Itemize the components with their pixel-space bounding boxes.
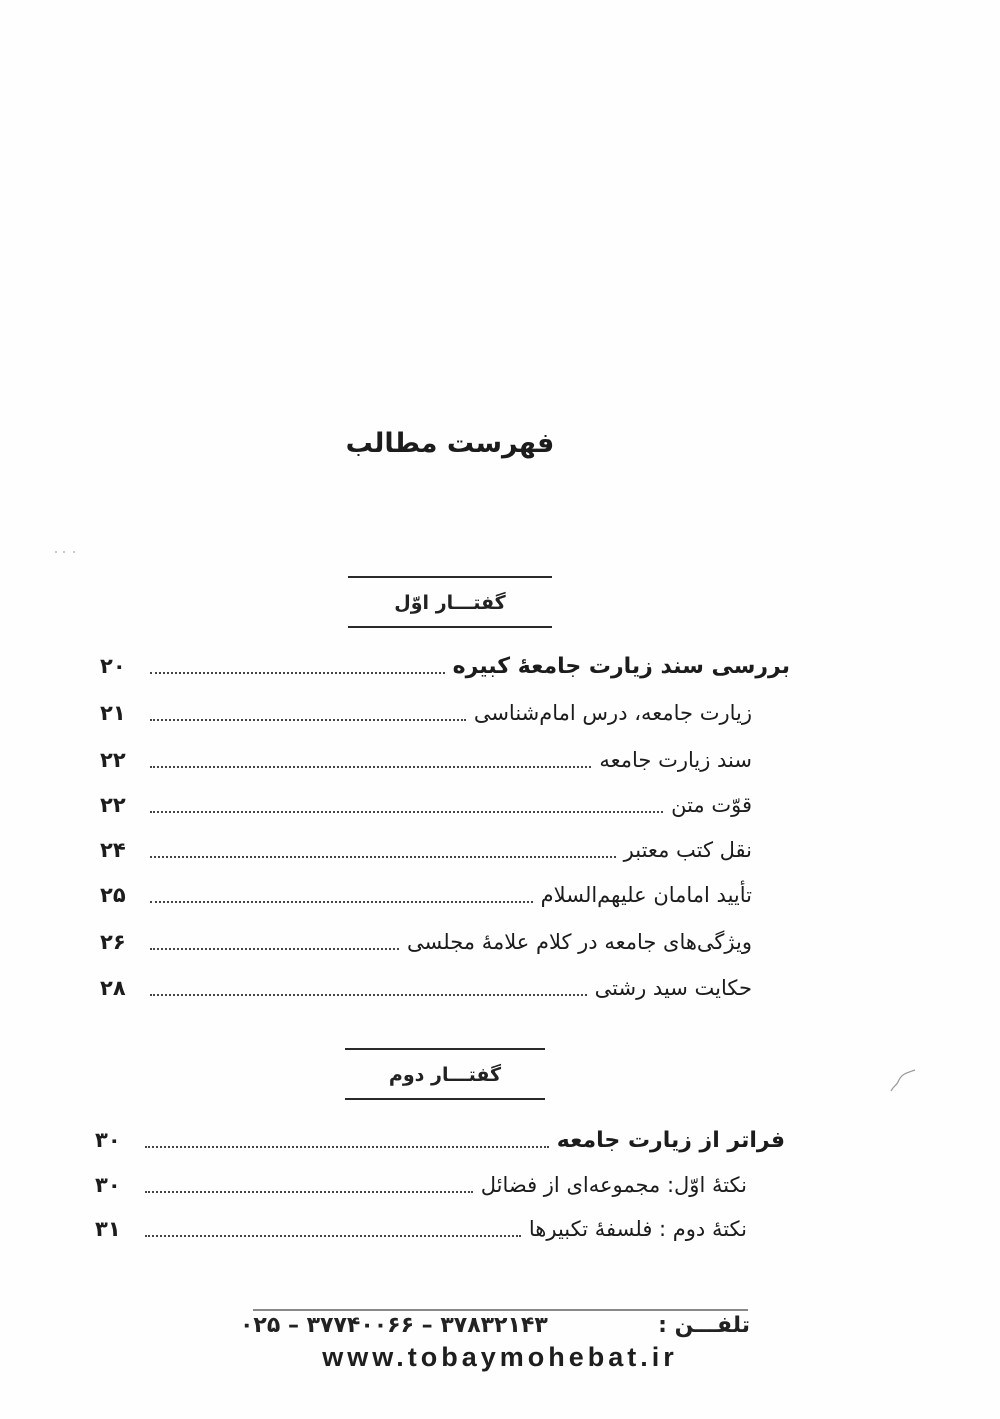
- toc-entry[interactable]: [95, 1120, 785, 1160]
- section-label: گفتـــار دوم: [388, 1064, 502, 1086]
- section-heading-1: [348, 576, 552, 628]
- dot-leader: [150, 948, 399, 950]
- toc-page-number: ۳۰: [95, 1173, 121, 1197]
- toc-page-number: ۲۲: [100, 748, 126, 772]
- toc-entry[interactable]: [100, 740, 790, 780]
- toc-page-number: ۲۱: [100, 701, 126, 725]
- dot-leader: [145, 1191, 473, 1193]
- dot-leader: [150, 766, 591, 768]
- toc-entry[interactable]: [100, 646, 790, 686]
- toc-entry[interactable]: [95, 1209, 785, 1249]
- toc-entry[interactable]: [100, 693, 790, 733]
- toc-page-number: ۲۲: [100, 793, 126, 817]
- dot-leader: [145, 1146, 549, 1148]
- toc-entry-title: ویژگی‌های جامعه در کلام علامۀ مجلسی: [407, 930, 752, 954]
- dot-leader: [150, 994, 587, 996]
- phone-line: [240, 1313, 750, 1338]
- toc-entry[interactable]: [100, 922, 790, 962]
- toc-entry-title: حکایت سید رشتی: [594, 976, 752, 1000]
- toc-entry-title: نکتۀ اوّل: مجموعه‌ای از فضائل: [480, 1173, 747, 1197]
- toc-entry-title: نقل کتب معتبر: [623, 838, 752, 862]
- section-rule-bottom: [345, 1098, 545, 1100]
- toc-entry-title: نکتۀ دوم : فلسفۀ تکبیرها: [528, 1217, 747, 1241]
- toc-entry-title: تأیید امامان علیهم‌السلام: [540, 883, 752, 907]
- phone-numbers: ۰۲۵ – ۳۷۷۴۰۰۶۶ – ۳۷۸۳۲۱۴۳: [240, 1313, 548, 1338]
- toc-page-number: ۲۵: [100, 883, 126, 907]
- phone-label: تلفـــن :: [658, 1313, 750, 1338]
- dot-leader: [150, 901, 533, 903]
- toc-entry[interactable]: [100, 875, 790, 915]
- toc-entry[interactable]: [95, 1165, 785, 1205]
- toc-page-number: ۲۶: [100, 930, 126, 954]
- toc-entry-title: سند زیارت جامعه: [599, 748, 752, 772]
- toc-entry[interactable]: [100, 968, 790, 1008]
- page-title: فهرست مطالب: [345, 428, 555, 459]
- section-label: گفتـــار اوّل: [394, 592, 506, 614]
- toc-entry[interactable]: [100, 830, 790, 870]
- dot-leader: [150, 719, 466, 721]
- toc-page-number: ۳۱: [95, 1217, 121, 1241]
- toc-entry[interactable]: [100, 785, 790, 825]
- toc-entry-title: زیارت جامعه، درس امام‌شناسی: [473, 701, 752, 725]
- footer-rule: [253, 1309, 748, 1311]
- dot-leader: [150, 672, 445, 674]
- toc-page-number: ۲۸: [100, 976, 126, 1000]
- dot-leader: [145, 1235, 521, 1237]
- section-heading-2: [345, 1048, 545, 1100]
- toc-page-number: ۲۰: [100, 654, 126, 678]
- toc-page-number: ۲۴: [100, 838, 126, 862]
- dot-leader: [150, 856, 616, 858]
- pen-mark-icon: [888, 1065, 918, 1095]
- toc-entry-title: بررسی سند زیارت جامعۀ کبیره: [452, 653, 790, 679]
- scan-speck: [50, 550, 80, 554]
- toc-entry-title: فراتر از زیارت جامعه: [556, 1127, 785, 1153]
- toc-page-number: ۳۰: [95, 1128, 121, 1152]
- section-rule-bottom: [348, 626, 552, 628]
- website-link[interactable]: www.tobaymohebat.ir: [322, 1342, 678, 1372]
- toc-entry-title: قوّت متن: [671, 793, 752, 817]
- dot-leader: [150, 811, 663, 813]
